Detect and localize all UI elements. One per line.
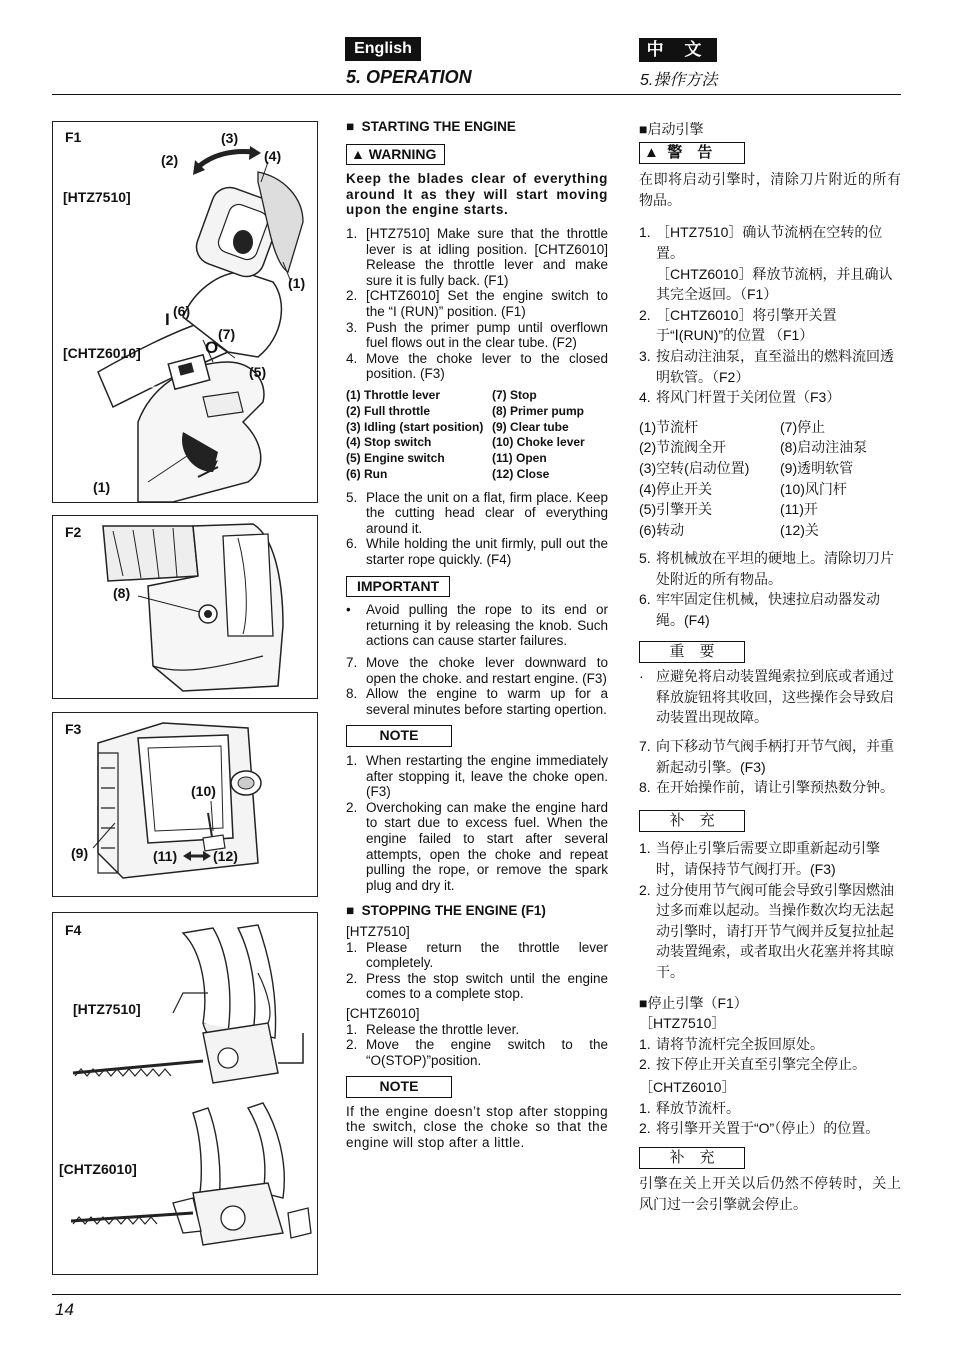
list-item-number xyxy=(639,264,656,305)
note-list-zh-1 xyxy=(639,838,901,982)
list-item xyxy=(639,736,901,777)
list-item-text: 牢牢固定住机械，快速拉启动器发动绳。(F4) xyxy=(656,591,880,629)
callout-12: (12) xyxy=(213,848,238,864)
list-item-text: Overchoking can make the engine hard to start due to excess fuel. When the engine failed to start after several attempts, open the choke and repeat pulling the rope, or remove the spark plug and dry it. xyxy=(366,799,608,893)
part-label: (12)关 xyxy=(780,521,819,538)
figure-f3-illustration xyxy=(53,713,317,896)
page-number: 14 xyxy=(55,1300,74,1319)
list-item xyxy=(639,1034,901,1055)
figure-f3-id: F3 xyxy=(65,721,82,737)
part-label: (11)开 xyxy=(780,501,818,518)
part-label: (10) Choke lever xyxy=(492,435,585,450)
list-item-number: 3. xyxy=(639,347,651,364)
list-item-text: 当停止引擎后需要立即重新起动引擎时，请保持节气阀打开。(F3) xyxy=(656,840,880,877)
list-item xyxy=(639,387,901,408)
list-item-number: 2. xyxy=(346,1037,358,1053)
warning-text-zh: 在即将启动引擎时，清除刀片附近的所有物品。 xyxy=(639,171,901,208)
chinese-column xyxy=(639,119,901,1215)
part-label: (1) Throttle lever xyxy=(346,387,441,402)
list-item xyxy=(346,602,608,649)
note-box-zh-2: 补 充 xyxy=(639,1147,745,1170)
list-item-number: 1. xyxy=(639,1099,651,1116)
list-item xyxy=(346,971,608,1002)
list-item-text: ［CHTZ6010］释放节流柄，并且确认其完全返回。（F1） xyxy=(656,265,893,303)
start-steps-en-2 xyxy=(346,490,608,568)
symbol-i: I xyxy=(165,310,170,329)
list-item xyxy=(639,1098,901,1119)
list-item-text: Allow the engine to warm up for a several minutes before starting opertion. xyxy=(366,686,608,717)
list-item-text: 将风门杆置于关闭位置（F3） xyxy=(656,389,841,406)
part-label: (5) Engine switch xyxy=(346,451,445,466)
note-text-zh-2: 引擎在关上开关以后仍然不停转时，关上风门过一会引擎就会停止。 xyxy=(639,1175,901,1212)
callout-10: (10) xyxy=(191,783,216,799)
list-item xyxy=(639,264,901,305)
stop-model-chtz6010-en: [CHTZ6010] xyxy=(346,1005,420,1021)
list-item-text: [CHTZ6010] Set the engine switch to the “I (RUN)” position. (F1) xyxy=(366,288,608,319)
figure-f4-id: F4 xyxy=(65,922,82,938)
list-item-number: 1. xyxy=(346,753,358,768)
note-box-en-1: NOTE xyxy=(346,725,452,747)
stop-list-htz7510-zh xyxy=(639,1034,901,1075)
figure-f4-illustration xyxy=(53,913,317,1274)
list-item xyxy=(639,880,901,983)
list-item-number: 8. xyxy=(639,779,651,796)
stop-list-chtz6010-en xyxy=(346,1022,608,1069)
list-item-text: Move the choke lever downward to open the choke. and restart engine. (F3) xyxy=(366,655,608,686)
part-label: (8)启动注油泵 xyxy=(780,439,868,456)
list-item xyxy=(346,1022,608,1038)
figure-f2 xyxy=(52,515,318,699)
list-item-text: 将机械放在平坦的硬地上。清除切刀片处附近的所有物品。 xyxy=(656,550,894,587)
figure-f1 xyxy=(52,121,318,503)
list-item-text: 将引擎开关置于“O”（停止）的位置。 xyxy=(656,1120,880,1137)
callout-9: (9) xyxy=(71,845,89,861)
part-label: (7) Stop xyxy=(492,387,537,402)
list-item-number: 5. xyxy=(346,489,358,505)
warning-icon: ▲ xyxy=(351,145,365,162)
list-item-number: 5. xyxy=(639,550,651,567)
list-item-text: ［CHTZ6010］将引擎开关置于“Ⅰ(RUN)”的位置 （F1） xyxy=(656,306,837,344)
symbol-o: O xyxy=(205,338,219,357)
list-item-number: 2. xyxy=(346,288,358,304)
figure-f1-model-chtz6010: [CHTZ6010] xyxy=(63,345,141,361)
part-label: (4)停止开关 xyxy=(639,480,713,497)
list-item-number: 7. xyxy=(639,738,651,755)
parts-legend-zh xyxy=(639,417,901,541)
part-label: (6) Run xyxy=(346,466,388,481)
note-box-en-2: NOTE xyxy=(346,1076,452,1098)
section-title-english: 5. OPERATION xyxy=(346,67,472,87)
stop-list-htz7510-en xyxy=(346,940,608,1002)
list-item-text: Release the throttle lever. xyxy=(366,1021,520,1037)
list-item-number: 1. xyxy=(639,224,651,241)
list-item-text: Place the unit on a flat, firm place. Keep the cutting head clear of everything around it. xyxy=(366,489,608,536)
language-tab-chinese: 中 文 xyxy=(639,38,717,62)
list-item-text: Push the primer pump until overflown fuel flows out in the clear tube. (F2) xyxy=(366,319,608,351)
starting-heading-en: ■ STARTING THE ENGINE xyxy=(346,119,516,134)
list-item-text: 在开始操作前，请让引擎预热数分钟。 xyxy=(656,779,894,796)
list-item-number: 1. xyxy=(639,1035,651,1052)
list-item xyxy=(639,666,901,728)
list-item xyxy=(639,1054,901,1075)
part-label: (9) Clear tube xyxy=(492,419,569,434)
part-label: (2) Full throttle xyxy=(346,403,430,418)
callout-8: (8) xyxy=(113,585,131,601)
list-item-number: 7. xyxy=(346,655,358,671)
list-item-text: 应避免将启动装置绳索拉到底或者通过释放旋钮将其收回，这些操作会导致启动装置出现故障。 xyxy=(656,668,894,726)
figure-f4-model-htz7510: [HTZ7510] xyxy=(73,1001,141,1017)
list-item-number: 8. xyxy=(346,686,358,702)
footer-rule xyxy=(52,1294,901,1295)
part-label: (2)节流阀全开 xyxy=(639,439,727,456)
list-item-number: 3. xyxy=(346,319,358,335)
list-item-number: 2. xyxy=(346,970,358,986)
stopping-heading-zh: ■停止引擎（F1） xyxy=(639,994,748,1011)
list-item-number: 4. xyxy=(346,350,358,366)
list-item xyxy=(346,753,608,800)
list-item xyxy=(346,490,608,537)
warning-text-en: Keep the blades clear of everything around It as they will start moving upon the engine starts. xyxy=(346,171,608,218)
list-item xyxy=(346,1037,608,1068)
list-item-number: 6. xyxy=(639,591,651,608)
start-steps-zh xyxy=(639,222,901,407)
list-item-number: 4. xyxy=(639,389,651,406)
list-item-number: 2. xyxy=(346,799,358,815)
section-title-chinese: 5.操作方法 xyxy=(640,72,718,89)
figure-f3 xyxy=(52,712,318,897)
part-label: (5)引擎开关 xyxy=(639,501,713,518)
list-item xyxy=(346,320,608,351)
list-item-text: ［HTZ7510］确认节流柄在空转的位置。 xyxy=(656,224,883,261)
header-rule xyxy=(52,94,901,95)
list-item-number: • xyxy=(346,602,351,618)
list-item-text: Press the stop switch until the engine comes to a complete stop. xyxy=(366,970,608,1002)
list-item-text: Move the choke lever to the closed position. (F3) xyxy=(366,350,608,382)
list-item xyxy=(639,838,901,879)
part-label: (11) Open xyxy=(492,451,547,466)
figure-f1-id: F1 xyxy=(65,129,82,145)
list-item xyxy=(639,777,901,798)
list-item-number: 2. xyxy=(639,881,651,898)
callout-5: (5) xyxy=(249,364,267,380)
note-text-en-2: If the engine doesn’t stop after stopping the switch, close the choke so that the engine will stop after a little. xyxy=(346,1103,608,1151)
part-label: (6)转动 xyxy=(639,521,685,538)
note-list-en-1 xyxy=(346,753,608,893)
part-label: (3) Idling (start position) xyxy=(346,419,484,434)
start-steps-en-3 xyxy=(346,655,608,717)
language-tab-english: English xyxy=(345,37,421,61)
part-label: (7)停止 xyxy=(780,418,826,435)
important-box-zh: 重 要 xyxy=(639,641,745,664)
part-label: (10)风门杆 xyxy=(780,480,847,497)
starting-heading-zh: ■启动引擎 xyxy=(639,121,704,137)
callout-4: (4) xyxy=(264,148,282,164)
list-item xyxy=(346,288,608,319)
list-item-number: 2. xyxy=(639,1056,651,1073)
list-item xyxy=(639,222,901,263)
list-item xyxy=(346,226,608,288)
list-item-text: 释放节流杆。 xyxy=(656,1099,740,1116)
list-item-number: 1. xyxy=(346,225,358,241)
figure-f2-illustration xyxy=(53,516,317,698)
stop-model-htz7510-en: [HTZ7510] xyxy=(346,923,410,939)
stop-model-chtz6010-zh: ［CHTZ6010］ xyxy=(639,1078,736,1095)
start-steps-zh-2 xyxy=(639,548,901,630)
note-box-zh-1: 补 充 xyxy=(639,810,745,833)
callout-3: (3) xyxy=(221,130,239,146)
english-column xyxy=(346,119,608,1151)
list-item-number: 2. xyxy=(639,1120,651,1137)
list-item-number: 1. xyxy=(346,939,358,955)
list-item-text: Avoid pulling the rope to its end or returning it by releasing the knob. Such actions can cause starter failures. xyxy=(366,602,608,649)
list-item xyxy=(639,346,901,387)
part-label: (3)空转(启动位置) xyxy=(639,459,750,476)
list-item xyxy=(346,351,608,382)
list-item-number: 1. xyxy=(346,1021,358,1037)
list-item xyxy=(639,548,901,589)
part-label: (8) Primer pump xyxy=(492,403,585,418)
callout-11: (11) xyxy=(153,848,178,864)
callout-1: (1) xyxy=(288,275,306,291)
figure-f2-id: F2 xyxy=(65,524,82,540)
list-item xyxy=(346,686,608,717)
part-label: (1)节流杆 xyxy=(639,418,699,435)
important-list-zh xyxy=(639,666,901,728)
important-list-en xyxy=(346,602,608,649)
list-item-text: 过分使用节气阀可能会导致引擎因燃油过多而难以起动。当操作数次均无法起动引擎时，请打开节气阀并反复拉扯起动装置绳索，或者取出火花塞并将其晾干。 xyxy=(656,881,894,980)
stop-list-chtz6010-zh xyxy=(639,1098,901,1139)
list-item xyxy=(639,589,901,630)
list-item-text: 向下移动节气阀手柄打开节气阀，并重新起动引擎。(F3) xyxy=(656,738,894,775)
list-item-text: 请将节流杆完全扳回原处。 xyxy=(656,1035,824,1052)
warning-box-zh: ▲ 警 告 xyxy=(639,142,745,165)
list-item-text: 按启动注油泵，直至溢出的燃料流回透明软管。（F2） xyxy=(656,347,894,385)
list-item-number: 6. xyxy=(346,536,358,552)
list-item-text: Move the engine switch to the “O(STOP)”position. xyxy=(366,1037,608,1068)
callout-7: (7) xyxy=(218,326,236,342)
list-item xyxy=(346,655,608,686)
list-item xyxy=(639,305,901,346)
list-item xyxy=(346,800,608,894)
warning-box-en: ▲ WARNING xyxy=(346,144,445,166)
list-item-text: [HTZ7510] Make sure that the throttle lever is at idling position. [CHTZ6010] Release the throttle lever and make sure it is fully back. (F1) xyxy=(366,225,608,288)
list-item-text: While holding the unit firmly, pull out the starter rope quickly. (F4) xyxy=(366,536,608,568)
stopping-heading-en: ■ STOPPING THE ENGINE (F1) xyxy=(346,903,546,919)
list-item xyxy=(639,1118,901,1139)
list-item xyxy=(346,940,608,971)
important-box-en: IMPORTANT xyxy=(346,576,450,598)
list-item-text: When restarting the engine immediately after stopping it, leave the choke open. (F3) xyxy=(366,753,608,800)
start-steps-en xyxy=(346,226,608,382)
part-label: (12) Close xyxy=(492,466,550,481)
part-label: (9)透明软管 xyxy=(780,459,854,476)
parts-legend-en xyxy=(346,388,608,483)
callout-6: (6) xyxy=(173,303,191,319)
start-steps-zh-3 xyxy=(639,736,901,798)
callout-1-lower: (1) xyxy=(93,479,111,495)
stop-model-htz7510-zh: ［HTZ7510］ xyxy=(639,1015,726,1032)
list-item-number: · xyxy=(639,668,644,685)
list-item xyxy=(346,536,608,567)
figure-f4 xyxy=(52,912,318,1275)
list-item-number: 1. xyxy=(639,840,651,857)
figure-f4-model-chtz6010: [CHTZ6010] xyxy=(59,1161,137,1177)
callout-2: (2) xyxy=(161,152,179,168)
part-label: (4) Stop switch xyxy=(346,435,432,450)
list-item-text: 按下停止开关直至引擎完全停止。 xyxy=(656,1056,866,1073)
warning-icon-zh: ▲ xyxy=(644,143,659,161)
list-item-number: 2. xyxy=(639,306,651,323)
list-item-text: Please return the throttle lever completely. xyxy=(366,939,608,971)
figure-f1-model-htz7510: [HTZ7510] xyxy=(63,189,131,205)
